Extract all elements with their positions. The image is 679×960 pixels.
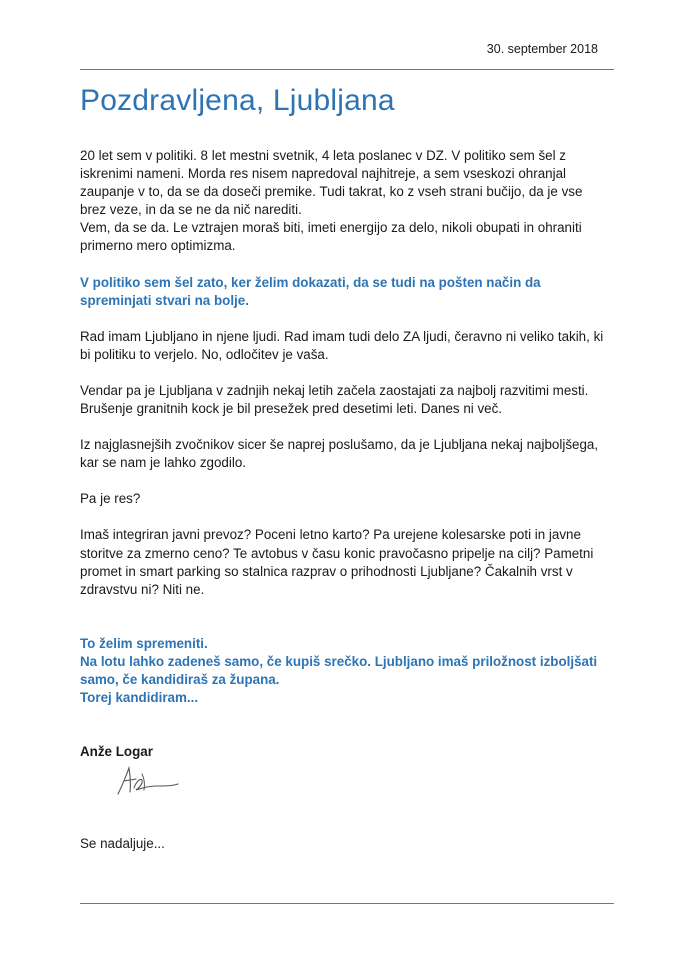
top-divider <box>80 69 614 70</box>
bottom-divider <box>80 903 614 904</box>
paragraph-question: Pa je res? <box>80 491 141 507</box>
closing-line-1: To želim spremeniti. <box>80 635 208 651</box>
letter-body <box>80 147 610 761</box>
paragraph-intro-continued: Vem, da se da. Le vztrajen moraš biti, imeti energijo za delo, nikoli obupati in ohraniti primerno mero optimizma. <box>80 220 582 254</box>
paragraph-falling-behind: Vendar pa je Ljubljana v zadnjih nekaj letih začela zaostajati za najbolj razvitimi mesti. Brušenje granitnih kock je bil presežek pred desetimi leti. Danes ni več. <box>80 382 589 417</box>
continued-note: Se nadaljuje... <box>80 836 165 851</box>
author-name: Anže Logar <box>80 744 153 760</box>
signature-image <box>112 764 182 800</box>
closing-line-2: Na lotu lahko zadeneš samo, če kupiš srečko. Ljubljano imaš priložnost izboljšati samo, če kandidiraš za župana. <box>80 653 598 687</box>
paragraph-love-ljubljana: Rad imam Ljubljano in njene ljudi. Rad imam tudi delo ZA ljudi, čeravno ni veliko takih, ki bi politiku to verjelo. No, odločitev je vaša. <box>80 328 604 362</box>
letter-title: Pozdravljena, Ljubljana <box>80 84 395 117</box>
letter-date: 30. september 2018 <box>486 42 598 56</box>
paragraph-intro: 20 let sem v politiki. 8 let mestni svetnik, 4 leta poslanec v DZ. V politiko sem šel z iskrenimi nameni. Morda res nisem napredoval najhitreje, a sem vseskozi ohranjal zaupanje v to, da se da doseči premike. Tudi takrat, ko z vseh strani bučijo, da je vse brez veze, in da se ne da nič narediti. <box>80 148 583 218</box>
paragraph-questions-list: Imaš integriran javni prevoz? Poceni letno karto? Pa urejene kolesarske poti in javne storitve za zmerno ceno? Te avtobus v času konic pravočasno pripelje na cilj? Pametni promet in smart parking so stalnica razprav o prihodnosti Ljubljane? Čakalnih vrst v zdravstvu ni? Niti ne. <box>80 527 594 597</box>
paragraph-loudspeakers: Iz najglasnejših zvočnikov sicer še naprej poslušamo, da je Ljubljana nekaj najboljšega, kar se nam je lahko zgodilo. <box>80 437 599 471</box>
highlight-statement: V politiko sem šel zato, ker želim dokazati, da se tudi na pošten način da spreminjati stvari na bolje. <box>80 274 541 308</box>
closing-line-3: Torej kandidiram... <box>80 690 199 706</box>
